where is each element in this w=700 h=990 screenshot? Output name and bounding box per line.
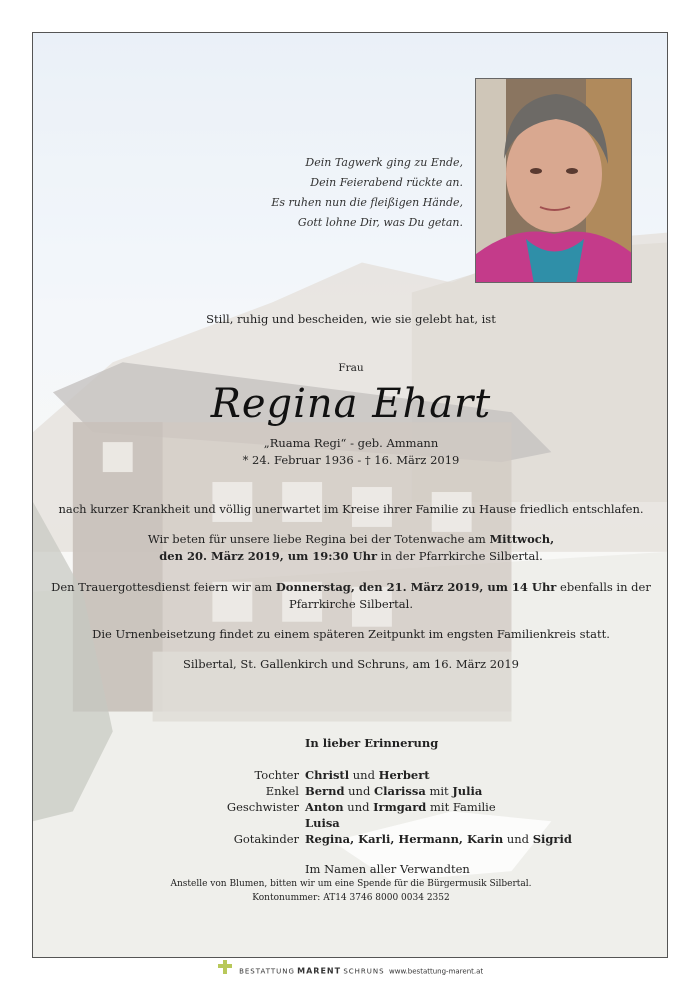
portrait-image xyxy=(476,79,632,283)
family-member: Luisa xyxy=(305,816,340,830)
wake-date-time: den 20. März 2019, um 19:30 Uhr xyxy=(159,549,378,563)
memory-heading: In lieber Erinnerung xyxy=(305,736,439,750)
family-connector: mit xyxy=(425,784,453,798)
family-connector: mit Familie xyxy=(426,800,496,814)
family-connector: und xyxy=(503,832,533,846)
family-member: Julia xyxy=(452,784,483,798)
family-member: Clarissa xyxy=(374,784,426,798)
funeral-text xyxy=(33,579,668,613)
poem-line: Dein Tagwerk ging zu Ende, xyxy=(305,156,463,169)
portrait-photo xyxy=(475,78,632,283)
footer-brand-3: SCHRUNS xyxy=(343,967,385,976)
title-prefix: Frau xyxy=(338,362,364,374)
cross-logo-icon xyxy=(217,960,233,983)
family-row-enkel xyxy=(193,783,593,799)
family-label: Gotakinder xyxy=(233,832,299,846)
funeral-date-time: Donnerstag, den 21. März 2019, um 14 Uhr xyxy=(275,580,557,594)
poem-line: Es ruhen nun die fleißigen Hände, xyxy=(271,196,463,209)
obituary-card xyxy=(32,32,668,958)
family-member: Irmgard xyxy=(373,800,427,814)
funeral-part2: ebenfalls in der xyxy=(556,580,651,594)
footer-brand-1: BESTATTUNG xyxy=(239,967,295,976)
poem xyxy=(223,153,463,233)
family-connector: und xyxy=(349,768,379,782)
family-member: Regina, Karli, Hermann, Karin xyxy=(305,832,504,846)
intro-text: Still, ruhig und bescheiden, wie sie gelebt hat, ist xyxy=(206,312,496,326)
urn-text: Die Urnenbeisetzung findet zu einem späteren Zeitpunkt im engsten Familienkreis statt. xyxy=(92,627,610,641)
family-list xyxy=(193,735,593,877)
family-label: Enkel xyxy=(265,784,299,798)
footer-url[interactable]: www.bestattung-marent.at xyxy=(389,967,484,976)
family-row-gotakinder xyxy=(193,831,593,847)
family-member: Christl xyxy=(305,768,350,782)
donation-text xyxy=(33,877,668,905)
family-row-geschwister xyxy=(193,799,593,831)
family-member: Herbert xyxy=(378,768,430,782)
place-date: Silbertal, St. Gallenkirch und Schruns, am 16. März 2019 xyxy=(183,657,519,671)
family-label: Tochter xyxy=(254,768,299,782)
funeral-line2: Pfarrkirche Silbertal. xyxy=(288,597,413,611)
account-number: Kontonummer: AT14 3746 8000 0034 2352 xyxy=(252,893,450,903)
passing-text: nach kurzer Krankheit und völlig unerwartet im Kreise ihrer Familie zu Hause friedlich entschlafen. xyxy=(58,502,644,516)
family-member: Sigrid xyxy=(532,832,572,846)
family-connector: und xyxy=(344,784,374,798)
family-member: Bernd xyxy=(305,784,345,798)
family-row-tochter xyxy=(193,767,593,783)
footer xyxy=(0,960,700,982)
wake-part1: Wir beten für unsere liebe Regina bei der Totenwache am xyxy=(147,532,490,546)
wake-part2: in der Pfarrkirche Silbertal. xyxy=(377,549,543,563)
deceased-name: Regina Ehart xyxy=(210,381,492,427)
wake-day: Mittwoch, xyxy=(489,532,555,546)
family-label: Geschwister xyxy=(226,800,299,814)
poem-line: Gott lohne Dir, was Du getan. xyxy=(297,216,463,229)
nickname-line: „Ruama Regi“ - geb. Ammann xyxy=(263,436,439,450)
funeral-part1: Den Trauergottesdienst feiern wir am xyxy=(51,580,276,594)
poem-line: Dein Feierabend rückte an. xyxy=(310,176,463,189)
relatives-text: Im Namen aller Verwandten xyxy=(305,862,470,876)
family-member: Anton xyxy=(305,800,344,814)
wake-text xyxy=(33,531,668,565)
footer-brand-2: MARENT xyxy=(297,966,342,976)
family-connector: und xyxy=(343,800,374,814)
dates-line: * 24. Februar 1936 - † 16. März 2019 xyxy=(242,453,460,467)
donation-line: Anstelle von Blumen, bitten wir um eine Spende für die Bürgermusik Silbertal. xyxy=(170,879,532,889)
